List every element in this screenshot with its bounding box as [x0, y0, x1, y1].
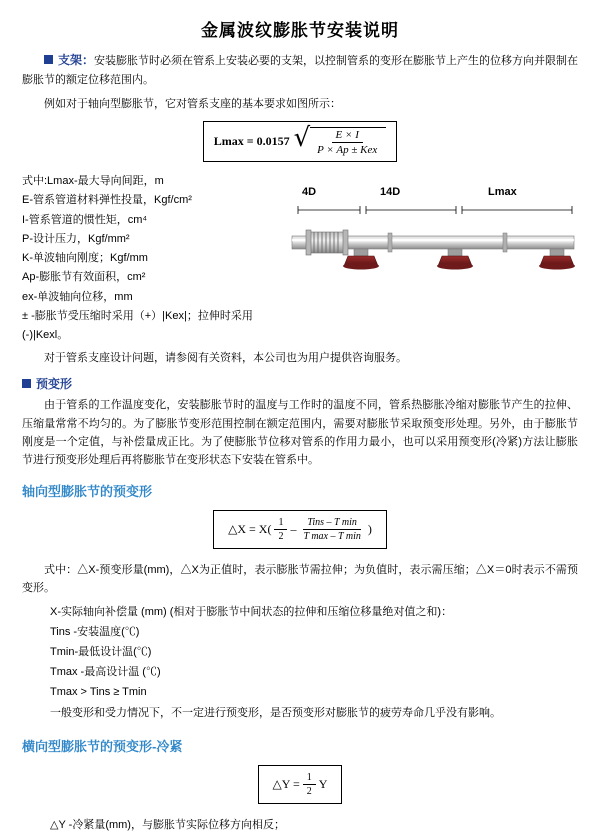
axial-note-4: Tmin-最低设计温(℃) [50, 645, 152, 658]
axial-formula-minus: – [290, 522, 297, 537]
figure-label-14d: 14D [380, 186, 401, 199]
pipe-support-figure [288, 186, 578, 282]
predeform-heading [22, 375, 578, 392]
definition-list [22, 172, 287, 345]
definition-item: I-管系管道的惯性矩，cm⁴ [22, 213, 148, 226]
axial-formula-box [213, 510, 387, 549]
definitions-and-figure [22, 172, 578, 345]
axial-note-2: X-实际轴向补偿量 (mm) (相对于膨胀节中间状态的拉伸和压缩位移量绝对值之和)： [50, 606, 453, 619]
bracket-para2: 例如对于轴向型膨胀节，它对管系支座的基本要求如图所示： [44, 97, 341, 110]
lmax-formula [22, 121, 578, 162]
bracket-heading: 支架： [58, 53, 95, 67]
fraction-denominator: T max – T min [303, 531, 361, 543]
figure-label-lmax: Lmax [488, 186, 517, 199]
figure-drawing [288, 204, 578, 282]
definition-item: ± -膨胀节受压缩时采用（+）|Kex|；拉伸时采用(-)|Kexl。 [22, 309, 253, 342]
lmax-denominator: P × Ap ± Kex [317, 144, 378, 157]
one-half-fraction [303, 772, 316, 797]
radical-icon: √ [293, 123, 311, 154]
axial-note-1: 式中：△X-预变形量(mm)，△X为正值时，表示膨胀节需拉伸；为负值时，表示需压缩；△X＝0时表示不需预变形。 [22, 564, 578, 595]
axial-note-5: Tmax -最高设计温 (℃) [50, 665, 161, 678]
temperature-fraction [299, 517, 364, 542]
axial-predeform-heading: 轴向型膨胀节的预变形 [22, 484, 153, 500]
definition-item: ex-单波轴向位移，mm [22, 290, 133, 303]
lateral-formula-box [258, 765, 343, 804]
bracket-section-marker [44, 53, 94, 67]
fraction-denominator: 2 [306, 786, 312, 798]
axial-predeform-formula [22, 510, 578, 549]
definition-item: E-管系管道材料弹性投量，Kgf/cm² [22, 194, 192, 207]
figure-labels [288, 186, 578, 202]
axial-note-6: Tmax > Tins ≥ Tmin [50, 685, 147, 698]
predeform-para1: 由于管系的工作温度变化，安装膨胀节时的温度与工作时的温度不同，管系热膨胀冷缩对膨胀节产生的拉伸、压缩量常常不均匀的。为了膨胀节变形范围控制在额定范围内，需要对膨胀节采取预变形处理。另外，由于膨胀节刚度是一个定值，与补偿量成正比。为了使膨胀节位移对管系的作用力最小，也可以采用预变形(冷紧)方法让膨胀节进行预变形处理后再将膨胀节在变形状态下安装在管系中。 [22, 399, 578, 466]
bracket-para1: 安装膨胀节时必须在管系上安装必要的支架，以控制管系的变形在膨胀节上产生的位移方向并限制在膨胀节的额定位移范围内。 [22, 55, 579, 86]
definition-item: Ap-膨胀节有效面积，cm² [22, 271, 146, 284]
axial-note-3: Tins -安装温度(℃) [50, 626, 140, 639]
axial-formula-lhs: △X = X( [228, 522, 272, 537]
lateral-predeform-heading: 横向型膨胀节的预变形-冷紧 [22, 739, 183, 755]
lmax-numerator: E × I [332, 129, 363, 143]
fraction-numerator: 1 [274, 517, 287, 530]
sqrt-group [293, 123, 387, 157]
page-title: 金属波纹膨胀节安装说明 [201, 21, 399, 41]
figure-label-4d: 4D [302, 186, 317, 199]
definition-item: 式中:Lmax-最大导向间距，m [22, 175, 164, 188]
fraction-denominator: 2 [278, 531, 284, 543]
one-half-fraction [274, 517, 287, 542]
bracket-closing-paragraph: 对于管系支座设计问题，请参阅有关资料，本公司也为用户提供咨询服务。 [44, 352, 407, 365]
fraction-numerator: 1 [303, 772, 316, 785]
lateral-formula-rhs: Y [318, 777, 328, 792]
predeform-heading-text: 预变形 [36, 377, 73, 392]
axial-formula-rhs: ) [367, 522, 372, 537]
sqrt-content [310, 127, 386, 156]
axial-note-7: 一般变形和受力情况下，不一定进行预变形，是否预变形对膨胀节的疲劳寿命几乎没有影响。 [50, 707, 501, 720]
lmax-formula-lhs: Lmax = 0.0157 [213, 134, 290, 149]
lateral-formula-lhs: △Y = [272, 777, 300, 792]
bracket-intro-paragraph [22, 51, 578, 89]
definition-item: P-设计压力，Kgf/mm² [22, 232, 130, 245]
blue-square-icon [44, 55, 53, 64]
lateral-note-1: △Y -冷紧量(mm)，与膨胀节实际位移方向相反； [50, 819, 285, 832]
definition-item: K-单波轴向刚度；Kgf/mm [22, 252, 148, 265]
fraction-numerator: Tins – T min [303, 517, 361, 530]
lmax-formula-box [203, 121, 398, 162]
blue-square-icon [22, 379, 31, 388]
lateral-predeform-formula [22, 765, 578, 804]
